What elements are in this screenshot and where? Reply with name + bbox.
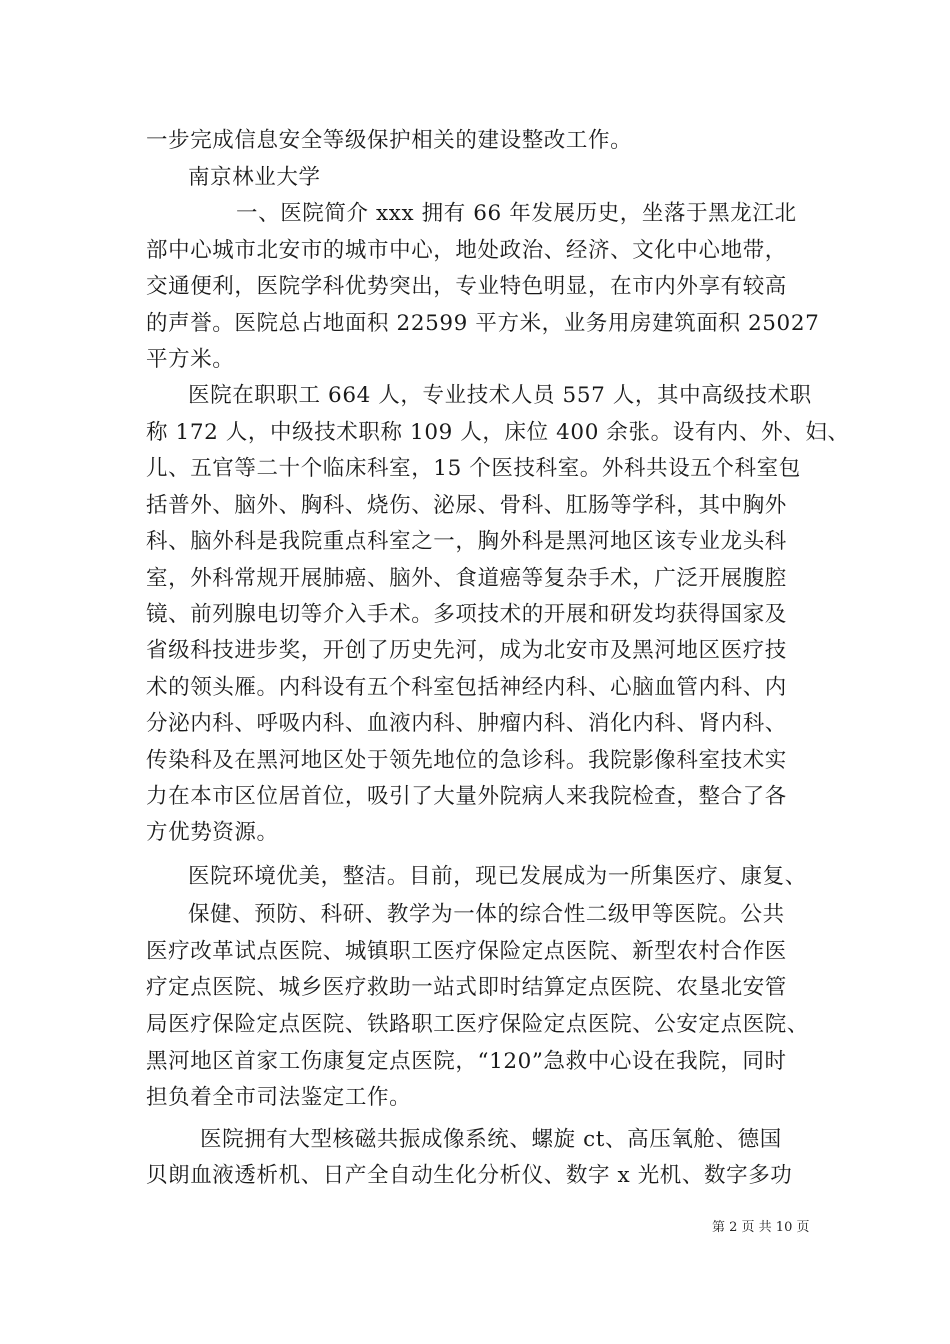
text-line: 部中心城市北安市的城市中心，地处政治、经济、文化中心地带，: [146, 238, 787, 263]
text-line: 方优势资源。: [146, 820, 279, 845]
text-line: 括普外、脑外、胸科、烧伤、泌尿、骨科、肛肠等学科，其中胸外: [146, 493, 787, 518]
text-line: 黑河地区首家工伤康复定点医院，“120”急救中心设在我院，同时: [146, 1049, 787, 1074]
text-line: 医院拥有大型核磁共振成像系统、螺旋 ct、高压氧舱、德国: [200, 1127, 782, 1152]
text-line: 称 172 人，中级技术职称 109 人，床位 400 余张。设有内、外、妇、: [146, 420, 850, 445]
text-line: 一、医院简介 xxx 拥有 66 年发展历史，坐落于黑龙江北: [236, 201, 797, 226]
text-line: 力在本市区位居首位，吸引了大量外院病人来我院检查，整合了各: [146, 784, 787, 809]
text-line: 传染科及在黑河地区处于领先地位的急诊科。我院影像科室技术实: [146, 748, 787, 773]
text-line: 保健、预防、科研、教学为一体的综合性二级甲等医院。公共: [188, 902, 785, 927]
text-line: 交通便利，医院学科优势突出，专业特色明显，在市内外享有较高: [146, 274, 787, 299]
text-line: 室，外科常规开展肺癌、脑外、食道癌等复杂手术，广泛开展腹腔: [146, 566, 787, 591]
text-line: 省级科技进步奖，开创了历史先河，成为北安市及黑河地区医疗技: [146, 638, 787, 663]
text-line: 平方米。: [146, 347, 235, 372]
text-line: 南京林业大学: [188, 165, 321, 190]
text-line: 儿、五官等二十个临床科室，15 个医技科室。外科共设五个科室包: [146, 456, 801, 481]
text-line: 镜、前列腺电切等介入手术。多项技术的开展和研发均获得国家及: [146, 602, 787, 627]
text-line: 的声誉。医院总占地面积 22599 平方米，业务用房建筑面积 25027: [146, 311, 820, 336]
text-line: 术的领头雁。内科设有五个科室包括神经内科、心脑血管内科、内: [146, 675, 787, 700]
text-line: 分泌内科、呼吸内科、血液内科、肿瘤内科、消化内科、肾内科、: [146, 711, 787, 736]
text-line: 疗定点医院、城乡医疗救助一站式即时结算定点医院、农垦北安管: [146, 975, 787, 1000]
text-line: 科、脑外科是我院重点科室之一，胸外科是黑河地区该专业龙头科: [146, 529, 787, 554]
text-line: 一步完成信息安全等级保护相关的建设整改工作。: [146, 128, 633, 153]
text-line: 贝朗血液透析机、日产全自动生化分析仪、数字 x 光机、数字多功: [146, 1163, 793, 1188]
text-line: 医院环境优美，整洁。目前，现已发展成为一所集医疗、康复、: [188, 864, 807, 889]
text-line: 担负着全市司法鉴定工作。: [146, 1085, 412, 1110]
page-number: 第 2 页 共 10 页: [712, 1220, 810, 1235]
text-line: 医疗改革试点医院、城镇职工医疗保险定点医院、新型农村合作医: [146, 939, 787, 964]
text-line: 局医疗保险定点医院、铁路职工医疗保险定点医院、公安定点医院、: [146, 1012, 810, 1037]
text-line: 医院在职职工 664 人，专业技术人员 557 人，其中高级技术职: [188, 383, 812, 408]
